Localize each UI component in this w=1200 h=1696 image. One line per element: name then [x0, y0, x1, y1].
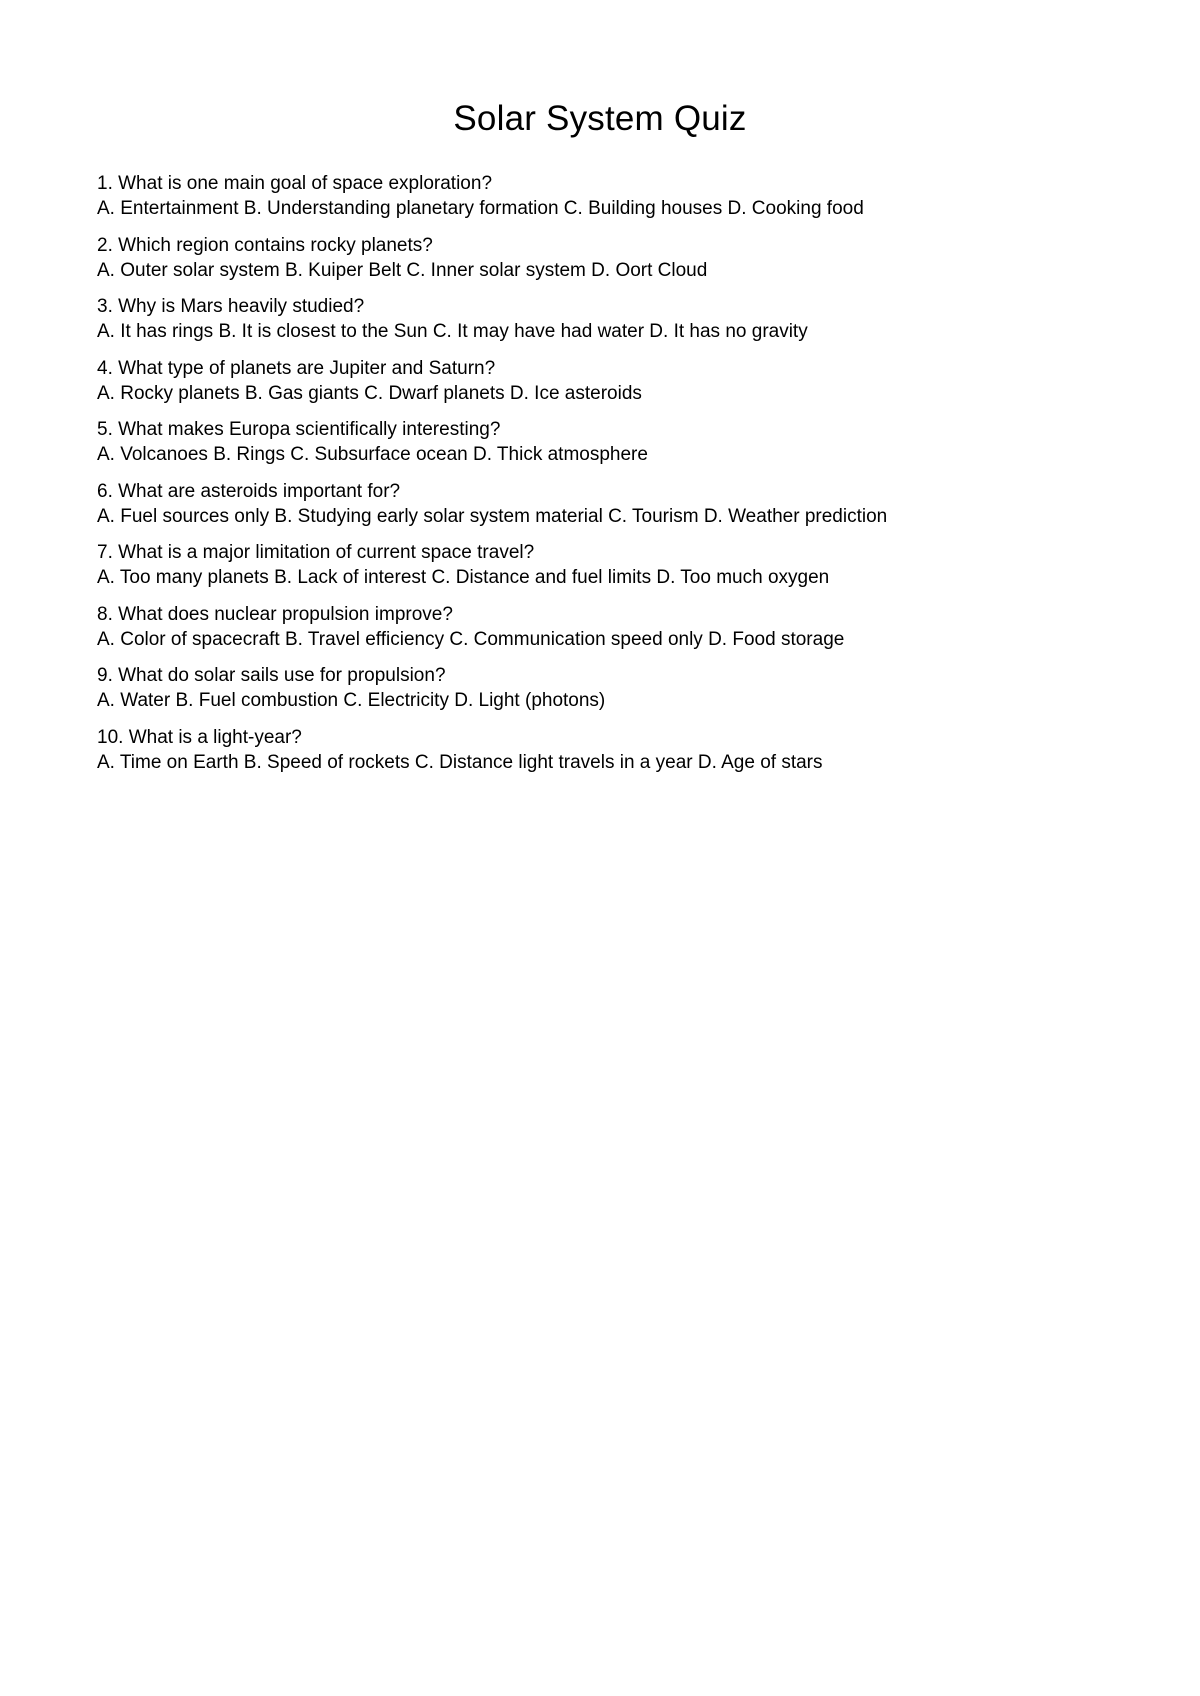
answer-options: A. Outer solar system B. Kuiper Belt C. Inner solar system D. Oort Cloud — [97, 259, 708, 281]
answer-options: A. Water B. Fuel combustion C. Electricity D. Light (photons) — [97, 690, 606, 711]
answer-options: A. Time on Earth B. Speed of rockets C. Distance light travels in a year D. Age of stars — [97, 751, 823, 773]
question-text: 2. Which region contains rocky planets? — [97, 234, 433, 256]
answer-options: A. Rocky planets B. Gas giants C. Dwarf planets D. Ice asteroids — [97, 382, 642, 404]
question-text: 5. What makes Europa scientifically interesting? — [97, 419, 501, 440]
quiz-item — [97, 663, 1157, 713]
quiz-item — [97, 356, 1157, 406]
page-title: Solar System Quiz — [453, 99, 747, 138]
quiz-item — [97, 417, 1157, 467]
answer-options: A. Color of spacecraft B. Travel efficiency C. Communication speed only D. Food storage — [97, 628, 845, 650]
question-text: 7. What is a major limitation of current space travel? — [97, 542, 535, 563]
question-text: 10. What is a light-year? — [97, 726, 302, 748]
quiz-item — [97, 479, 1157, 529]
answer-options: A. Entertainment B. Understanding planetary formation C. Building houses D. Cooking food — [97, 198, 864, 219]
question-text: 6. What are asteroids important for? — [97, 480, 401, 502]
quiz-item — [97, 602, 1157, 652]
answer-options: A. Fuel sources only B. Studying early solar system material C. Tourism D. Weather prediction — [97, 505, 888, 527]
quiz-item — [97, 540, 1157, 590]
quiz-item — [97, 171, 1157, 221]
answer-options: A. Volcanoes B. Rings C. Subsurface ocean D. Thick atmosphere — [97, 444, 648, 465]
question-text: 8. What does nuclear propulsion improve? — [97, 603, 453, 625]
answer-options: A. Too many planets B. Lack of interest C. Distance and fuel limits D. Too much oxygen — [97, 567, 830, 588]
question-text: 4. What type of planets are Jupiter and Saturn? — [97, 357, 496, 379]
question-text: 3. Why is Mars heavily studied? — [97, 296, 365, 317]
answer-options: A. It has rings B. It is closest to the Sun C. It may have had water D. It has no gravity — [97, 321, 808, 342]
quiz-item — [97, 294, 1157, 344]
question-text: 9. What do solar sails use for propulsion? — [97, 665, 446, 686]
question-text: 1. What is one main goal of space exploration? — [97, 173, 493, 194]
quiz-question-list — [97, 171, 1157, 786]
quiz-item — [97, 725, 1157, 775]
quiz-item — [97, 233, 1157, 283]
